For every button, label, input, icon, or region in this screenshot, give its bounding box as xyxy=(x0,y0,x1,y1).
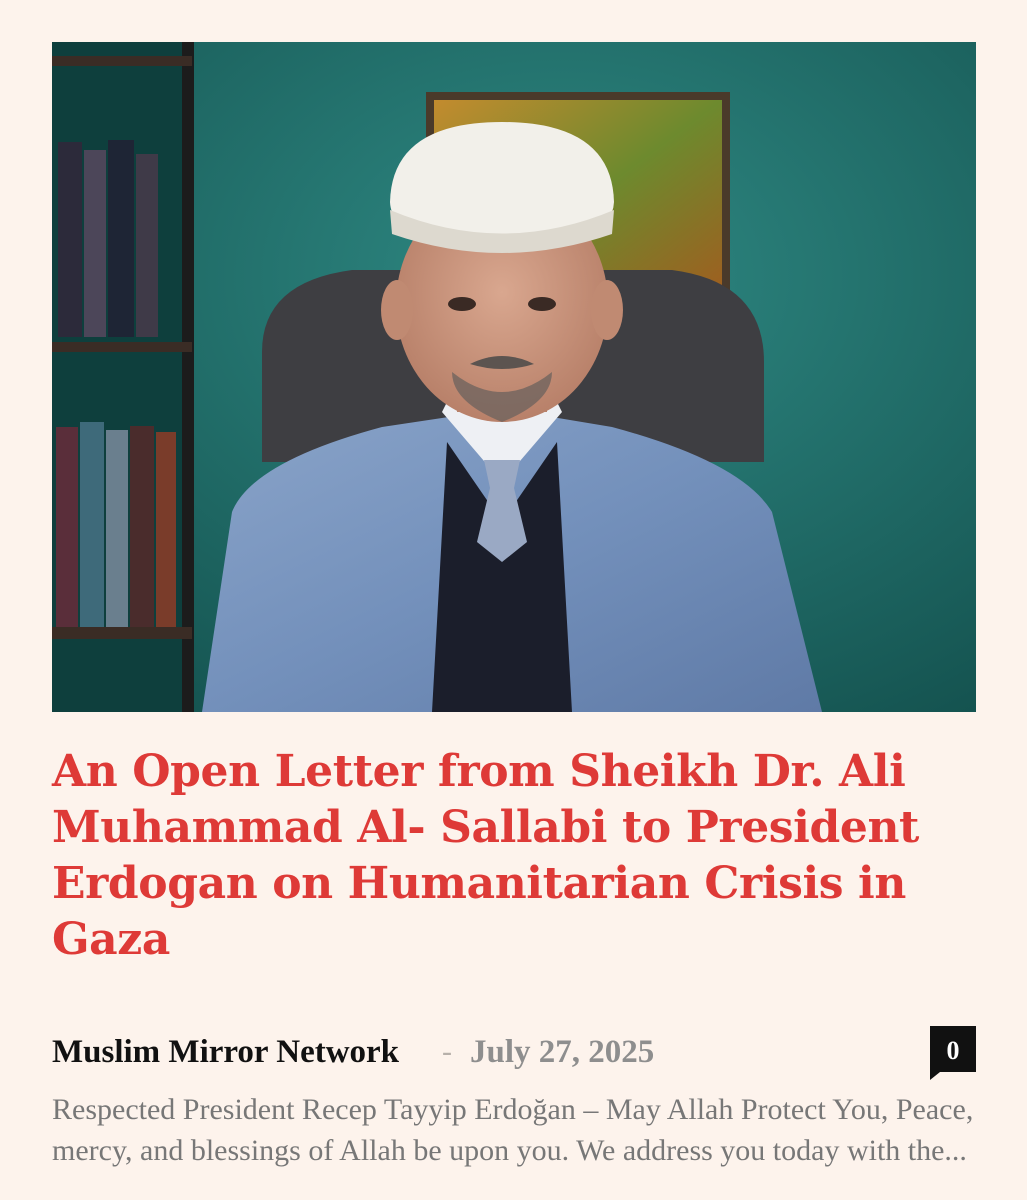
article-card xyxy=(52,42,976,1172)
article-title[interactable]: An Open Letter from Sheikh Dr. Ali Muhammad Al- Sallabi to President Erdogan on Humanitarian Crisis in Gaza xyxy=(52,746,919,965)
author-link[interactable]: Muslim Mirror Network xyxy=(52,1034,400,1070)
comment-count: 0 xyxy=(946,1036,960,1065)
article-meta xyxy=(52,1026,976,1076)
comment-bubble-tail xyxy=(930,1072,940,1080)
comment-count-button[interactable] xyxy=(930,1026,976,1072)
article-image[interactable] xyxy=(52,42,976,712)
article-excerpt: Respected President Recep Tayyip Erdoğan – May Allah Protect You, Peace, mercy, and blessings of Allah be upon you. We address you today with the... xyxy=(52,1093,974,1167)
publish-date: July 27, 2025 xyxy=(470,1034,655,1070)
meta-separator: - xyxy=(442,1035,452,1068)
